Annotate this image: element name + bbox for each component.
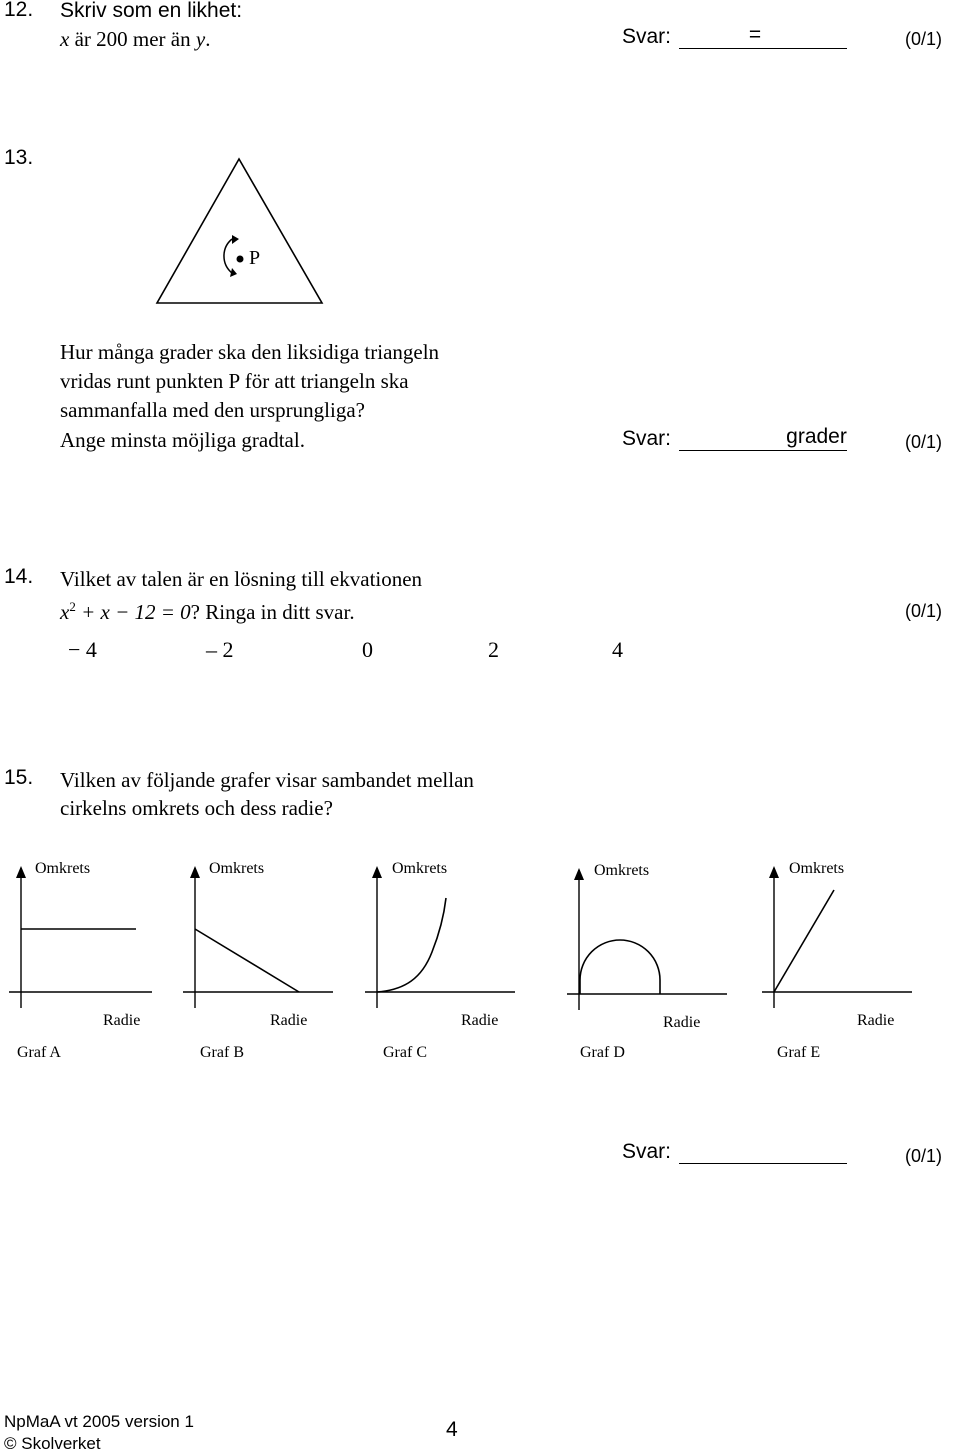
q12-line2 [60, 25, 210, 53]
q12-line1: Skriv som en likhet: [60, 0, 243, 22]
q12-answer[interactable] [622, 25, 845, 49]
graf-e [757, 860, 917, 1010]
q13-line4: Ange minsta möjliga gradtal. [60, 428, 305, 452]
q15-answer[interactable] [622, 1140, 845, 1164]
graf-b-name: Graf B [200, 1044, 244, 1061]
q13-answer[interactable] [622, 427, 845, 451]
pivot-point [237, 256, 244, 263]
graf-c [360, 860, 520, 1010]
graf-c-x-label: Radie [461, 1012, 499, 1029]
q12-points: (0/1) [905, 29, 943, 49]
q15-line2: cirkelns omkrets och dess radie? [60, 796, 333, 820]
q12-number: 12. [4, 0, 34, 21]
graf-c-y-label: Omkrets [392, 860, 448, 877]
q13-points: (0/1) [905, 432, 943, 452]
y-arrow-icon [190, 866, 200, 878]
triangle-figure [150, 155, 330, 307]
q15-svar-label: Svar: [622, 1140, 672, 1163]
graf-b-y-label: Omkrets [209, 860, 265, 877]
graf-d-curve [580, 940, 660, 994]
q14-option-2[interactable]: 2 [488, 637, 499, 662]
q14-eq-rest: + x − 12 = 0 [81, 600, 191, 624]
y-arrow-icon [372, 866, 382, 878]
q14-number: 14. [4, 565, 34, 588]
graf-b-x-label: Radie [270, 1012, 308, 1029]
q14-option-4[interactable]: 4 [612, 637, 623, 662]
footer-version: NpMaA vt 2005 version 1 [4, 1412, 194, 1431]
graf-e-y-label: Omkrets [789, 860, 845, 877]
graf-b [178, 860, 338, 1010]
q14-eq-exp: 2 [69, 599, 76, 614]
q13-unit: grader [786, 425, 847, 448]
q15-line1: Vilken av följande grafer visar sambandet mellan [60, 768, 474, 792]
y-arrow-icon [16, 866, 26, 878]
graf-b-curve [195, 929, 299, 992]
graf-e-x-label: Radie [857, 1012, 895, 1029]
q14-option-0[interactable]: 0 [362, 637, 373, 662]
y-arrow-icon [769, 866, 779, 878]
q14-eq-x: x [60, 600, 70, 624]
footer-copyright: © Skolverket [4, 1434, 101, 1453]
q15-number: 15. [4, 766, 34, 789]
q12-var-y: y [195, 27, 206, 51]
graf-d [562, 862, 732, 1012]
point-label-p: P [249, 247, 261, 269]
q13-line1: Hur många grader ska den liksidiga triangeln [60, 340, 440, 364]
graf-d-y-label: Omkrets [594, 862, 650, 879]
q14-line1: Vilket av talen är en lösning till ekvationen [60, 567, 423, 591]
y-arrow-icon [574, 868, 584, 880]
rotation-arrow-icon [224, 239, 232, 273]
graf-d-x-label: Radie [663, 1014, 701, 1031]
q12-equals: = [748, 23, 762, 46]
q13-number: 13. [4, 146, 34, 169]
q13-answer-line[interactable] [679, 425, 847, 451]
q14-option-neg2[interactable]: – 2 [206, 637, 234, 662]
q14-line2 [60, 593, 355, 626]
graf-a-name: Graf A [17, 1044, 61, 1061]
graf-a [4, 860, 154, 1010]
graf-d-name: Graf D [580, 1044, 625, 1061]
graf-a-x-label: Radie [103, 1012, 141, 1029]
q12-svar-label: Svar: [622, 25, 672, 48]
graf-c-name: Graf C [383, 1044, 427, 1061]
q14-line2-end: ? Ringa in ditt svar. [190, 600, 355, 624]
q14-option-neg4[interactable]: − 4 [68, 637, 97, 662]
q15-answer-line[interactable] [679, 1141, 847, 1164]
q13-line2: vridas runt punkten P för att triangeln ska [60, 369, 409, 393]
graf-e-name: Graf E [777, 1044, 821, 1061]
q13-svar-label: Svar: [622, 427, 672, 450]
equilateral-triangle [157, 159, 322, 303]
q14-points: (0/1) [905, 601, 943, 621]
graf-a-y-label: Omkrets [35, 860, 91, 877]
q15-points: (0/1) [905, 1146, 943, 1166]
q12-answer-line[interactable] [679, 23, 847, 49]
q12-var-x: x [60, 27, 70, 51]
graf-c-curve [377, 898, 446, 992]
page-number: 4 [446, 1418, 458, 1441]
q13-line3: sammanfalla med den ursprungliga? [60, 398, 365, 422]
q12-line2-end: . [205, 27, 211, 51]
graf-e-curve [774, 890, 834, 992]
q12-line2-mid: är 200 mer än [69, 27, 196, 51]
